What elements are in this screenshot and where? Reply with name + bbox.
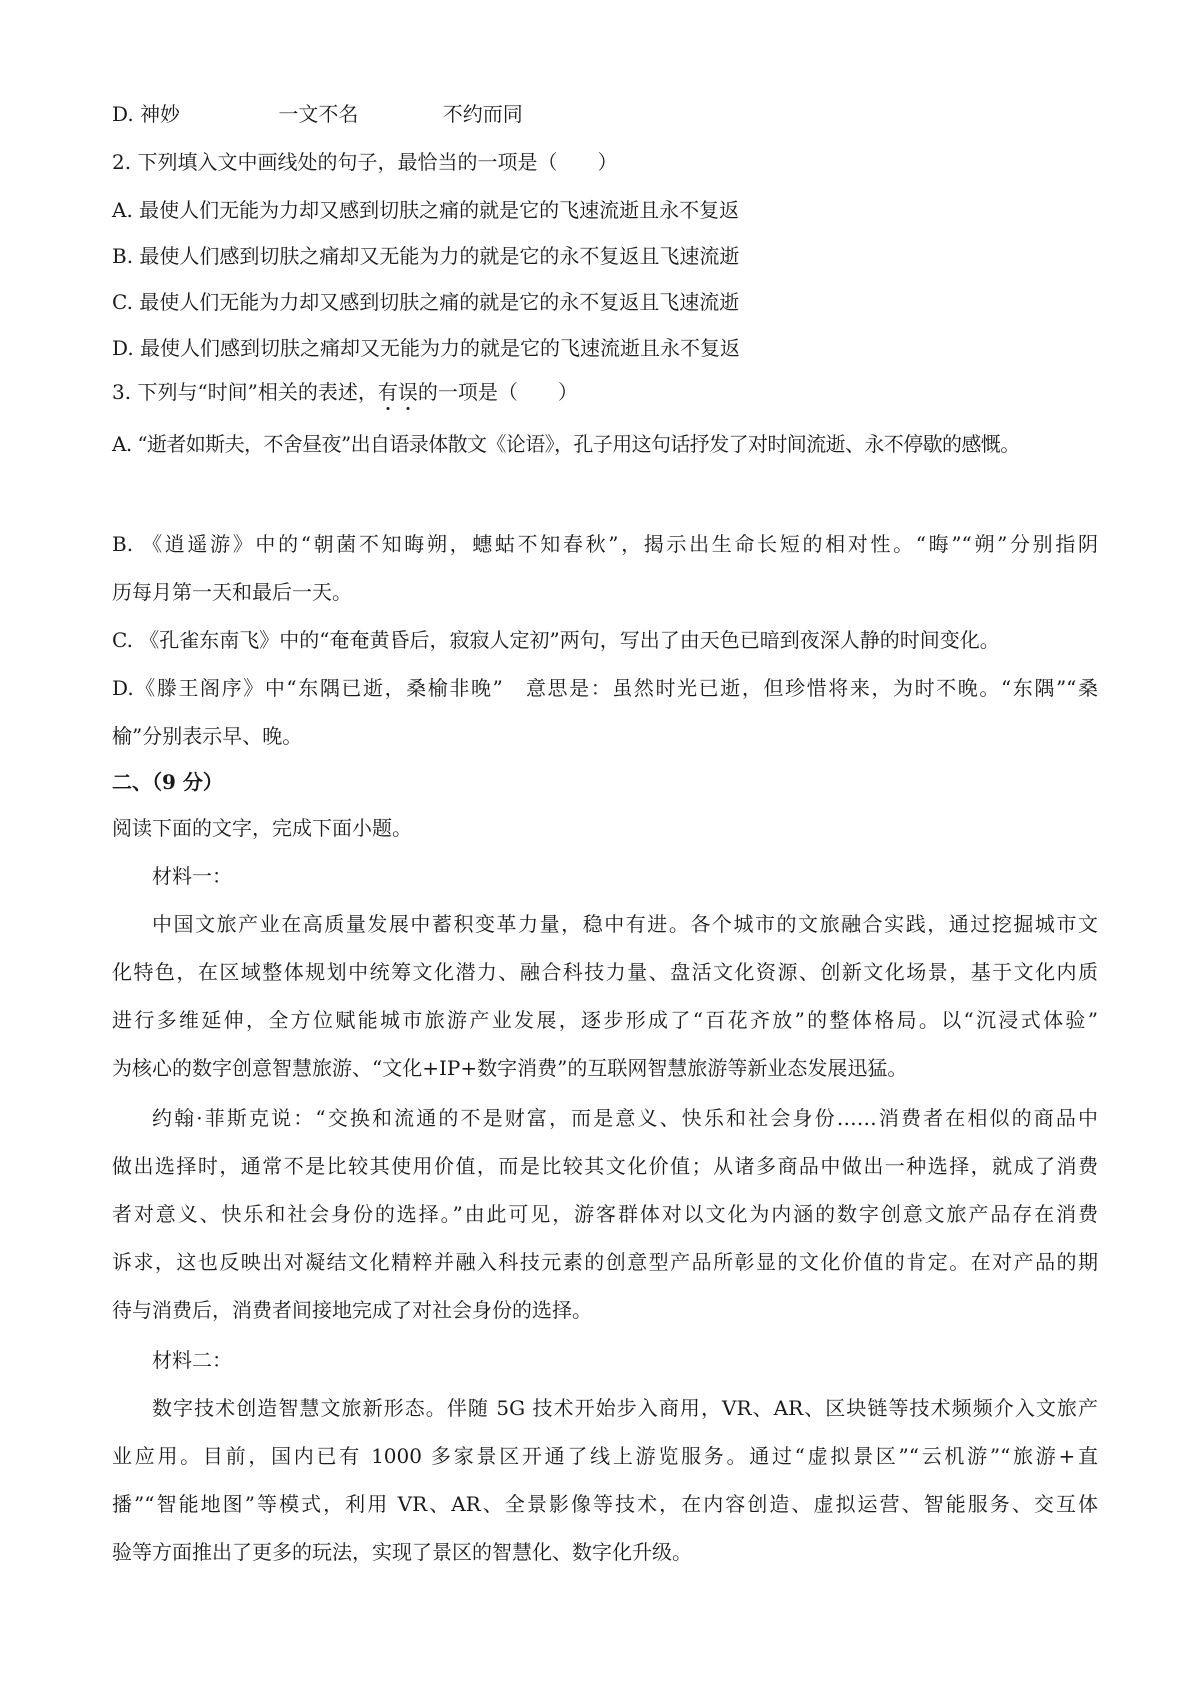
q3-option-b-line1: B. 《逍遥游》中的“朝菌不知晦朔，蟪蛄不知春秋”，揭示出生命长短的相对性。“晦”“朔”分别指阴 <box>112 532 1098 556</box>
material1-p1-line4: 为核心的数字创意智慧旅游、“文化+IP+数字消费”的互联网智慧旅游等新业态发展迅猛。 <box>112 1056 908 1080</box>
section2-instruction: 阅读下面的文字，完成下面小题。 <box>112 816 412 840</box>
q3-option-d-line1: D.《滕王阁序》中“东隅已逝，桑榆非晚” 意思是：虽然时光已逝，但珍惜将来，为时不晚。“东隅”“桑 <box>112 676 1098 700</box>
q3-option-d-line2: 榆”分别表示早、晚。 <box>112 724 303 748</box>
q3-stem-emphasis-1: 有 <box>377 380 398 404</box>
material2-p1-line4: 验等方面推出了更多的玩法，实现了景区的智慧化、数字化升级。 <box>112 1540 692 1564</box>
q3-stem-after: 的一项是（ ） <box>417 380 578 404</box>
material1-p1-line1: 中国文旅产业在高质量发展中蓄积变革力量，稳中有进。各个城市的文旅融合实践，通过挖掘城市文 <box>152 912 1098 936</box>
q2-option-c: C. 最使人们无能为力却又感到切肤之痛的就是它的永不复返且飞速流逝 <box>112 290 740 314</box>
material1-p2-line1: 约翰·菲斯克说：“交换和流通的不是财富，而是意义、快乐和社会身份……消费者在相似的商品中 <box>152 1106 1098 1130</box>
q2-option-a: A. 最使人们无能为力却又感到切肤之痛的就是它的飞速流逝且永不复返 <box>112 198 740 222</box>
q2-stem: 2. 下列填入文中画线处的句子，最恰当的一项是（ ） <box>112 150 618 174</box>
material1-p1-line3: 进行多维延伸，全方位赋能城市旅游产业发展，逐步形成了“百花齐放”的整体格局。以“沉浸式体验” <box>112 1008 1098 1032</box>
material1-p2-line2: 做出选择时，通常不是比较其使用价值，而是比较其文化价值；从诸多商品中做出一种选择，就成了消费 <box>112 1154 1098 1178</box>
q1-option-d-label: D. <box>112 102 134 126</box>
q2-option-d: D. 最使人们感到切肤之痛却又无能为力的就是它的飞速流逝且永不复返 <box>112 336 741 360</box>
material2-label: 材料二： <box>152 1348 232 1372</box>
q1-option-d-word1: 神妙 <box>140 102 181 126</box>
q3-stem-before: 3. 下列与“时间”相关的表述， <box>112 380 378 404</box>
material1-label: 材料一： <box>152 864 232 888</box>
material2-p1-line3: 播”“智能地图”等模式，利用 VR、AR、全景影像等技术，在内容创造、虚拟运营、智能服务、交互体 <box>112 1492 1098 1516</box>
material2-p1-line1: 数字技术创造智慧文旅新形态。伴随 5G 技术开始步入商用，VR、AR、区块链等技术频频介入文旅产 <box>152 1396 1098 1420</box>
q1-option-d-word2: 一文不名 <box>278 102 359 126</box>
q3-option-c: C. 《孔雀东南飞》中的“奄奄黄昏后，寂寂人定初”两句，写出了由天色已暗到夜深人静的时间变化。 <box>112 628 1000 652</box>
q3-option-b-line2: 历每月第一天和最后一天。 <box>112 580 352 604</box>
material1-p2-line3: 者对意义、快乐和社会身份的选择。”由此可见，游客群体对以文化为内涵的数字创意文旅产品存在消费 <box>112 1202 1098 1226</box>
material1-p2-line5: 待与消费后，消费者间接地完成了对社会身份的选择。 <box>112 1298 592 1322</box>
material2-p1-line2: 业应用。目前，国内已有 1000 多家景区开通了线上游览服务。通过“虚拟景区”“云机游”“旅游+直 <box>112 1444 1098 1468</box>
q3-option-a: A. “逝者如斯夫，不舍昼夜”出自语录体散文《论语》，孔子用这句话抒发了对时间流逝、永不停歇的感慨。 <box>112 432 1020 456</box>
q3-stem-emphasis-2: 误 <box>397 380 418 404</box>
material1-p1-line2: 化特色，在区域整体规划中统筹文化潜力、融合科技力量、盘活文化资源、创新文化场景，基于文化内质 <box>112 960 1098 984</box>
section2-heading: 二、（9 分） <box>112 770 223 794</box>
material1-p2-line4: 诉求，这也反映出对凝结文化精粹并融入科技元素的创意型产品所彰显的文化价值的肯定。在对产品的期 <box>112 1250 1098 1274</box>
q1-option-d-word3: 不约而同 <box>442 102 523 126</box>
q2-option-b: B. 最使人们感到切肤之痛却又无能为力的就是它的永不复返且飞速流逝 <box>112 244 740 268</box>
q3-stem <box>112 378 578 406</box>
q1-option-d <box>112 100 523 128</box>
